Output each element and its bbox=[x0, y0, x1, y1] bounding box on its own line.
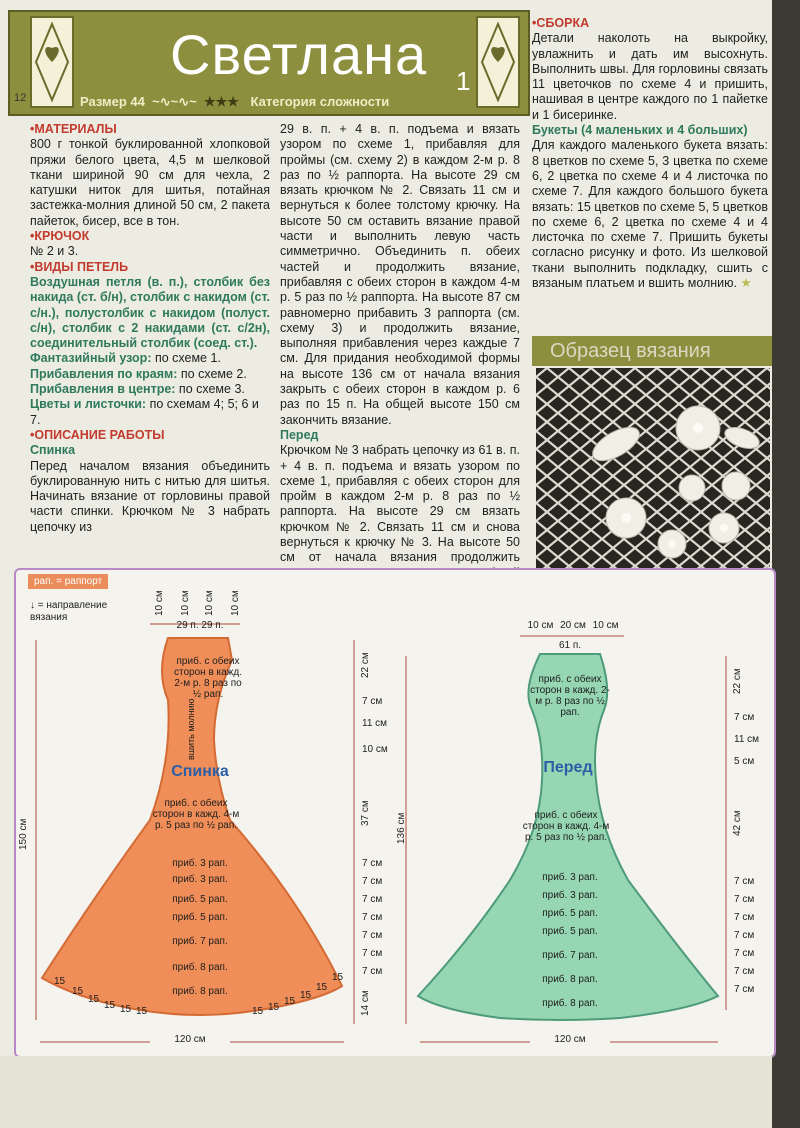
back-cm-12: 7 см bbox=[362, 966, 383, 977]
back-cm-6: 7 см bbox=[362, 858, 383, 869]
back-cm-7: 7 см bbox=[362, 876, 383, 887]
ornament-swirl: ~∿~∿~ bbox=[148, 94, 201, 109]
back-top-cm-3: 10 см bbox=[204, 590, 215, 616]
front-add-5: приб. 7 рап. bbox=[542, 950, 598, 961]
back-cm-11: 7 см bbox=[362, 948, 383, 959]
pattern-number: 1 bbox=[456, 66, 471, 96]
back-note-body: приб. с обеих сторон в кажд. 4-м р. 5 раз по ½ рап. bbox=[152, 798, 240, 831]
fancy-label: Фантазийный узор: bbox=[30, 351, 152, 366]
back-cm-8: 7 см bbox=[362, 894, 383, 905]
pattern-title: Светлана bbox=[170, 23, 428, 86]
back-cm-3: 11 см bbox=[362, 718, 388, 729]
front-add-4: приб. 5 рап. bbox=[542, 926, 598, 937]
front-note-body: приб. с обеих сторон в кажд. 4-м р. 5 раз по ½ рап. bbox=[522, 810, 610, 843]
back-add-1: приб. 3 рап. bbox=[172, 858, 228, 869]
materials-text: 800 г тонкой буклированной хлопковой пряжи белого цвета, 4,5 м шелковой ткани шириной 90 см для чехла, 2 катушки ниток для шитья, потайная застежка-молния длиной 50 см, 2 пакета пайеток, бисер, все в тон. bbox=[30, 137, 270, 228]
back-decrease-4: 15 bbox=[104, 1000, 116, 1011]
edge-label: Прибавления по краям: bbox=[30, 366, 178, 381]
front-cm-11: 7 см bbox=[734, 966, 755, 977]
front-cm-8: 7 см bbox=[734, 912, 755, 923]
back-top-cm-2: 10 см bbox=[180, 590, 191, 616]
back-add-6: приб. 8 рап. bbox=[172, 962, 228, 973]
front-add-6: приб. 8 рап. bbox=[542, 974, 598, 985]
back-heading: Спинка bbox=[30, 443, 76, 458]
front-top-stitches: 61 п. bbox=[558, 640, 582, 651]
front-cm-12: 7 см bbox=[734, 984, 755, 995]
front-heading: Перед bbox=[280, 427, 319, 442]
back-decrease-1: 15 bbox=[54, 976, 66, 987]
page-number: 12 bbox=[14, 92, 27, 104]
front-cm-1: 22 см bbox=[732, 668, 743, 694]
back-add-7: приб. 8 рап. bbox=[172, 986, 228, 997]
assembly-text: Детали наколоть на выкройку, увлажнить и дать им высохнуть. Выполнить швы. Для горловины связать 11 цветочков по схеме 4 и пришить, нашивая в центре каждого по 1 пайетке и 1 бисеринке. bbox=[532, 31, 768, 122]
difficulty-stars: ★★★ bbox=[203, 94, 239, 109]
back-decrease-7: 15 bbox=[252, 1006, 264, 1017]
back-decrease-6: 15 bbox=[136, 1006, 148, 1017]
back-top-cm-4: 10 см bbox=[230, 590, 241, 616]
front-top-cm-1: 10 см bbox=[527, 620, 554, 631]
back-add-2: приб. 3 рап. bbox=[172, 874, 228, 885]
back-add-4: приб. 5 рап. bbox=[172, 912, 228, 923]
page-bottom bbox=[0, 1056, 772, 1128]
back-bottom-width: 120 см bbox=[150, 1034, 230, 1045]
fancy-value: по схеме 1. bbox=[151, 351, 221, 366]
front-top-cm bbox=[518, 620, 628, 631]
front-title: Перед bbox=[543, 759, 593, 776]
front-add-7: приб. 8 рап. bbox=[542, 998, 598, 1009]
front-add-1: приб. 3 рап. bbox=[542, 872, 598, 883]
back-decrease-10: 15 bbox=[300, 990, 312, 1001]
back-decrease-12: 15 bbox=[332, 972, 344, 983]
back-decrease-3: 15 bbox=[88, 994, 100, 1005]
back-cm-9: 7 см bbox=[362, 912, 383, 923]
back-continued-text: 29 в. п. + 4 в. п. подъема и вязать узором по схеме 1, прибавляя для проймы (см. схему 2) в каждом 2-м р. 8 раз по ½ раппорта. На высоте 29 см вязать крючком № 2. Связать 11 см и вернуться к более толстому крючку. На высоте 50 см оставить вязание правой части и выполнить левую часть симметрично. Объединить п. обеих частей и продолжить вязание, прибавляя с обеих сторон в каждом 4-м р. 5 раз по ½ раппорта. На высоте 87 см равномерно прибавить 3 раппорта (см. схему 3) и продолжить вязание, выполняя прибавления через каждые 7 см. Для придания необходимой формы на высоте 136 см от начала вязания закрыть с обеих сторон в каждом р. 6 раз по 15 п. На общей высоте 150 см закончить вязание. bbox=[280, 122, 520, 427]
back-cm-2: 7 см bbox=[362, 696, 383, 707]
hook-heading: •КРЮЧОК bbox=[30, 229, 90, 244]
back-cm-5: 37 см bbox=[360, 800, 371, 826]
stitches-text: Воздушная петля (в. п.), столбик без накида (ст. б/н), столбик с накидом (ст. с/н.), полустолбик с накидом (полуст. с/н), столбик с 2 накидами (ст. с/2н), соединительный столбик (соед. ст.). bbox=[30, 274, 270, 351]
front-total-height: 136 см bbox=[396, 812, 407, 844]
size-label: Размер 44 bbox=[80, 94, 145, 109]
description-heading: •ОПИСАНИЕ РАБОТЫ bbox=[30, 427, 165, 442]
back-title: Спинка bbox=[171, 763, 229, 780]
back-cm-4: 10 см bbox=[362, 744, 388, 755]
sample-title: Образец вязания bbox=[550, 340, 711, 362]
front-cm-10: 7 см bbox=[734, 948, 755, 959]
front-cm-6: 7 см bbox=[734, 876, 755, 887]
front-cm-5: 42 см bbox=[732, 810, 743, 836]
front-cm-4: 5 см bbox=[734, 756, 755, 767]
front-cm-7: 7 см bbox=[734, 894, 755, 905]
end-star: ★ bbox=[740, 276, 752, 291]
flowers-label: Цветы и листочки: bbox=[30, 397, 147, 412]
front-cm-3: 11 см bbox=[734, 734, 760, 745]
assembly-heading: •СБОРКА bbox=[532, 16, 590, 30]
back-top-cm-1: 10 см bbox=[154, 590, 165, 616]
flowers-value: по схемам 4; 5; 6 и 7. bbox=[30, 397, 259, 427]
back-note-armhole: приб. с обеих сторон в кажд. 2-м р. 8 раз по ½ рап. bbox=[173, 656, 242, 700]
center-label: Прибавления в центре: bbox=[30, 382, 176, 397]
bouquets-body: Для каждого маленького букета вязать: 8 цветков по схеме 5, 3 цветка по схеме 6, 2 цветка по схеме 4 и 4 листочка по схеме 7. Для каждого большого букета вязать: 15 цветков по схеме 5, 5 цветков по схеме 6, 2 цветка по схеме 4 и 4 листочка по схеме 7. Пришить букеты согласно рисунку и фото. Из шелковой ткани выполнить подкладку, сшить с вязаным платьем и вшить молнию. bbox=[532, 138, 768, 291]
bouquets-heading: Букеты (4 маленьких и 4 больших) bbox=[532, 123, 748, 138]
back-decrease-5: 15 bbox=[120, 1004, 132, 1015]
front-text: Крючком № 3 набрать цепочку из 61 в. п. + 4 в. п. подъема и вязать узором по схеме 1, прибавляя с обеих сторон для пройм в каждом 2-м р. 8 раз по ½ раппорта. На высоте 29 см вязать крючком № 2. Связать 11 см и снова вернуться к крючку № 3. На высоте 50 см от начала вязания продолжить bbox=[280, 443, 520, 565]
hook-text: № 2 и 3. bbox=[30, 244, 79, 259]
back-decrease-2: 15 bbox=[72, 986, 84, 997]
edge-value: по схеме 2. bbox=[177, 366, 247, 381]
front-add-3: приб. 5 рап. bbox=[542, 908, 598, 919]
back-cm-1: 22 см bbox=[360, 652, 371, 678]
back-decrease-11: 15 bbox=[316, 982, 328, 993]
front-cm-9: 7 см bbox=[734, 930, 755, 941]
legend-direction: ↓ = направление вязания bbox=[30, 600, 108, 623]
materials-heading: •МАТЕРИАЛЫ bbox=[30, 122, 117, 136]
front-top-cm-3: 10 см bbox=[592, 620, 619, 631]
back-decrease-8: 15 bbox=[268, 1002, 280, 1013]
center-value: по схеме 3. bbox=[175, 382, 245, 397]
category-label: Категория сложности bbox=[250, 94, 390, 109]
front-note-armhole: приб. с обеих сторон в кажд. 2-м р. 8 раз по ½ рап. bbox=[530, 674, 610, 718]
back-add-5: приб. 7 рап. bbox=[172, 936, 228, 947]
back-zip-note: вшить молнию bbox=[186, 698, 196, 760]
back-cm-13: 14 см bbox=[360, 990, 371, 1016]
back-text: Перед началом вязания объединить буклированную нить с нитью для шитья. Начинать вязание от горловины правой части спинки. Крючком № 3 набрать цепочку из bbox=[30, 458, 270, 534]
back-total-height: 150 см bbox=[18, 818, 29, 850]
stitches-heading: •ВИДЫ ПЕТЕЛЬ bbox=[30, 259, 129, 274]
back-add-3: приб. 5 рап. bbox=[172, 894, 228, 905]
front-add-2: приб. 3 рап. bbox=[542, 890, 598, 901]
front-bottom-width: 120 см bbox=[530, 1034, 610, 1045]
legend-rapport: рап. = раппорт bbox=[28, 574, 108, 589]
front-cm-2: 7 см bbox=[734, 712, 755, 723]
back-top-stitches: 29 п. 29 п. bbox=[176, 620, 224, 631]
back-cm-10: 7 см bbox=[362, 930, 383, 941]
front-top-cm-2: 20 см bbox=[560, 620, 586, 631]
back-decrease-9: 15 bbox=[284, 996, 296, 1007]
